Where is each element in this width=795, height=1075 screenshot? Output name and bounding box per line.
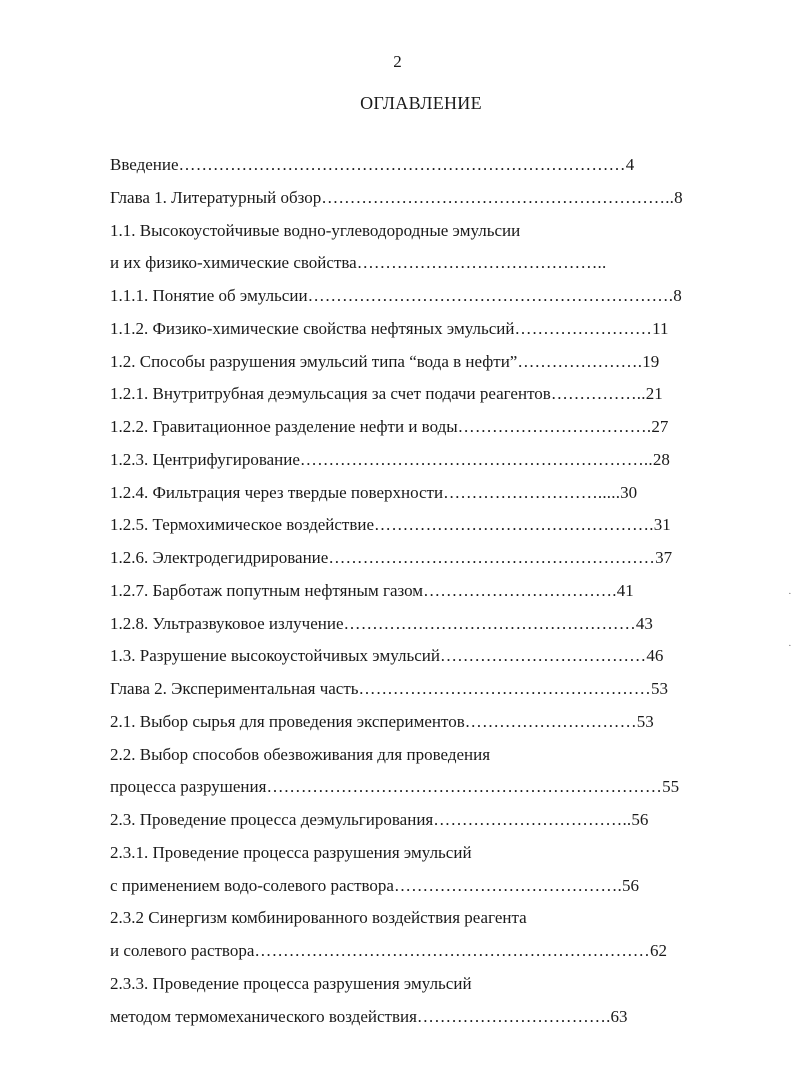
toc-page-number: 56 [622, 875, 640, 895]
toc-leader-dots: …………………………………….. [356, 253, 607, 273]
toc-line [110, 220, 730, 253]
toc-entry-text: 2.3.2 Синергизм комбинированного воздействия реагента [110, 908, 527, 928]
toc-line [110, 809, 730, 842]
toc-entry-text: и солевого раствора [110, 941, 255, 960]
toc-entry-text: 1.2.2. Гравитационное разделение нефти и воды [110, 417, 458, 436]
toc-entry-text: 1.2.4. Фильтрация через твердые поверхности [110, 482, 444, 502]
toc-line [110, 645, 730, 678]
toc-page-number: 53 [636, 711, 654, 731]
toc-page-number: 46 [646, 646, 664, 666]
toc-page-number: 27 [651, 417, 669, 436]
toc-line [110, 285, 730, 318]
toc-line [110, 580, 730, 613]
toc-line [110, 842, 730, 875]
toc-entry-text: 1.1.1. Понятие об эмульсии [110, 286, 308, 305]
toc-entry-text: 2.3. Проведение процесса деэмульгирования [110, 810, 434, 829]
toc-entry-text: с применением водо-солевого раствора [110, 875, 394, 895]
toc-page-number: 41 [616, 580, 634, 600]
toc-line [110, 776, 730, 809]
toc-page-number: 8 [674, 187, 683, 207]
toc-leader-dots: …………………………………………… [358, 679, 651, 698]
toc-line [110, 907, 730, 940]
toc-line [110, 1006, 730, 1039]
toc-line [110, 449, 730, 482]
toc-entry-text: Глава 2. Экспериментальная часть [110, 679, 359, 698]
toc-leader-dots: …………………. [517, 351, 643, 371]
toc-entry-text: 1.2.1. Внутритрубная деэмульсация за счет подачи реагентов [110, 384, 551, 404]
toc-entry-text: методом термомеханического воздействия [110, 1006, 417, 1026]
toc-entry-text: 2.3.3. Проведение процесса разрушения эмульсий [110, 973, 472, 993]
page-number: 2 [393, 52, 402, 71]
toc-leader-dots: …………………………………………………………………… [178, 155, 626, 174]
toc-entry-text: процесса разрушения [110, 777, 267, 797]
toc-leader-dots: …………………………………. [393, 875, 623, 895]
toc-entry-text: 1.2.7. Барботаж попутным нефтяным газом [110, 580, 424, 600]
toc-leader-dots: ………………………… [464, 711, 637, 731]
toc-leader-dots: ………………………………………………………. [307, 286, 674, 305]
toc-line [110, 482, 730, 515]
table-of-contents [110, 154, 730, 1038]
toc-line [110, 187, 730, 220]
toc-leader-dots: …………….. [550, 384, 646, 404]
toc-entry-text: Глава 1. Литературный обзор [110, 187, 322, 207]
toc-line [110, 744, 730, 777]
toc-line [110, 613, 730, 646]
toc-leader-dots: …………………………………………………….. [299, 449, 653, 469]
toc-leader-dots: ………………………..... [443, 482, 621, 502]
toc-line [110, 875, 730, 908]
toc-leader-dots: …………………………………………… [343, 613, 636, 633]
toc-entry-text: 1.2. Способы разрушения эмульсий типа “вода в нефти” [110, 351, 518, 371]
toc-page-number: 4 [625, 155, 635, 174]
scan-artifact-mark: · [788, 640, 792, 652]
scan-artifact-mark: · [788, 588, 792, 600]
toc-page-number: 62 [650, 941, 667, 960]
toc-entry-text: 2.1. Выбор сырья для проведения экспериментов [110, 711, 465, 731]
toc-page-number: 31 [653, 515, 671, 535]
toc-leader-dots: …………………………….. [433, 810, 632, 829]
toc-leader-dots: ………………………………………………… [328, 548, 656, 567]
toc-line [110, 383, 730, 416]
toc-entry-text: 1.2.8. Ультразвуковое излучение [110, 613, 344, 633]
toc-leader-dots: ……………………………. [457, 417, 652, 436]
toc-page-number: 8 [673, 286, 682, 305]
toc-line [110, 154, 730, 187]
toc-entry-text: 1.3. Разрушение высокоустойчивых эмульсий [110, 646, 440, 666]
toc-page-number: 21 [645, 384, 663, 404]
toc-leader-dots: ……………………………. [416, 1006, 611, 1026]
toc-line [110, 940, 730, 973]
toc-line [110, 252, 730, 285]
toc-page-number: 43 [635, 613, 653, 633]
toc-entry-text: 1.1. Высокоустойчивые водно-углеводородные эмульсии [110, 220, 521, 240]
toc-line [110, 973, 730, 1006]
toc-leader-dots: …………………………………………………….. [321, 187, 675, 207]
toc-leader-dots: …………………………………………………………… [266, 777, 663, 797]
toc-entry-text: и их физико-химические свойства [110, 253, 357, 273]
toc-entry-text: Введение [110, 155, 179, 174]
toc-line [110, 547, 730, 580]
toc-leader-dots: ……………………………. [423, 580, 617, 600]
toc-entry-text: 2.3.1. Проведение процесса разрушения эмульсий [110, 842, 472, 862]
toc-line [110, 351, 730, 384]
toc-leader-dots: …………………… [514, 318, 653, 338]
toc-page-number: 37 [655, 548, 673, 567]
toc-page-number: 19 [642, 351, 660, 371]
toc-page-number: 63 [610, 1006, 628, 1026]
toc-line [110, 711, 730, 744]
toc-line [110, 318, 730, 351]
toc-entry-text: 1.2.6. Электродегидрирование [110, 548, 329, 567]
toc-page-number: 56 [631, 810, 649, 829]
toc-line [110, 678, 730, 711]
toc-page-number: 53 [650, 679, 668, 698]
toc-page-number: 11 [652, 318, 669, 338]
toc-entry-text: 1.2.5. Термохимическое воздействие [110, 515, 375, 535]
toc-entry-text: 1.1.2. Физико-химические свойства нефтяных эмульсий [110, 318, 515, 338]
toc-line [110, 514, 730, 547]
page-title: ОГЛАВЛЕНИЕ [360, 93, 482, 113]
toc-entry-text: 2.2. Выбор способов обезвоживания для проведения [110, 744, 491, 764]
toc-entry-text: 1.2.3. Центрифугирование [110, 449, 300, 469]
toc-leader-dots: …………………………………………. [374, 515, 654, 535]
toc-page-number: 30 [620, 482, 638, 502]
toc-line [110, 416, 730, 449]
toc-page-number: 55 [662, 777, 680, 797]
toc-leader-dots: ……………………………… [439, 646, 647, 666]
toc-leader-dots: …………………………………………………………… [254, 941, 650, 960]
toc-page-number: 28 [652, 449, 670, 469]
